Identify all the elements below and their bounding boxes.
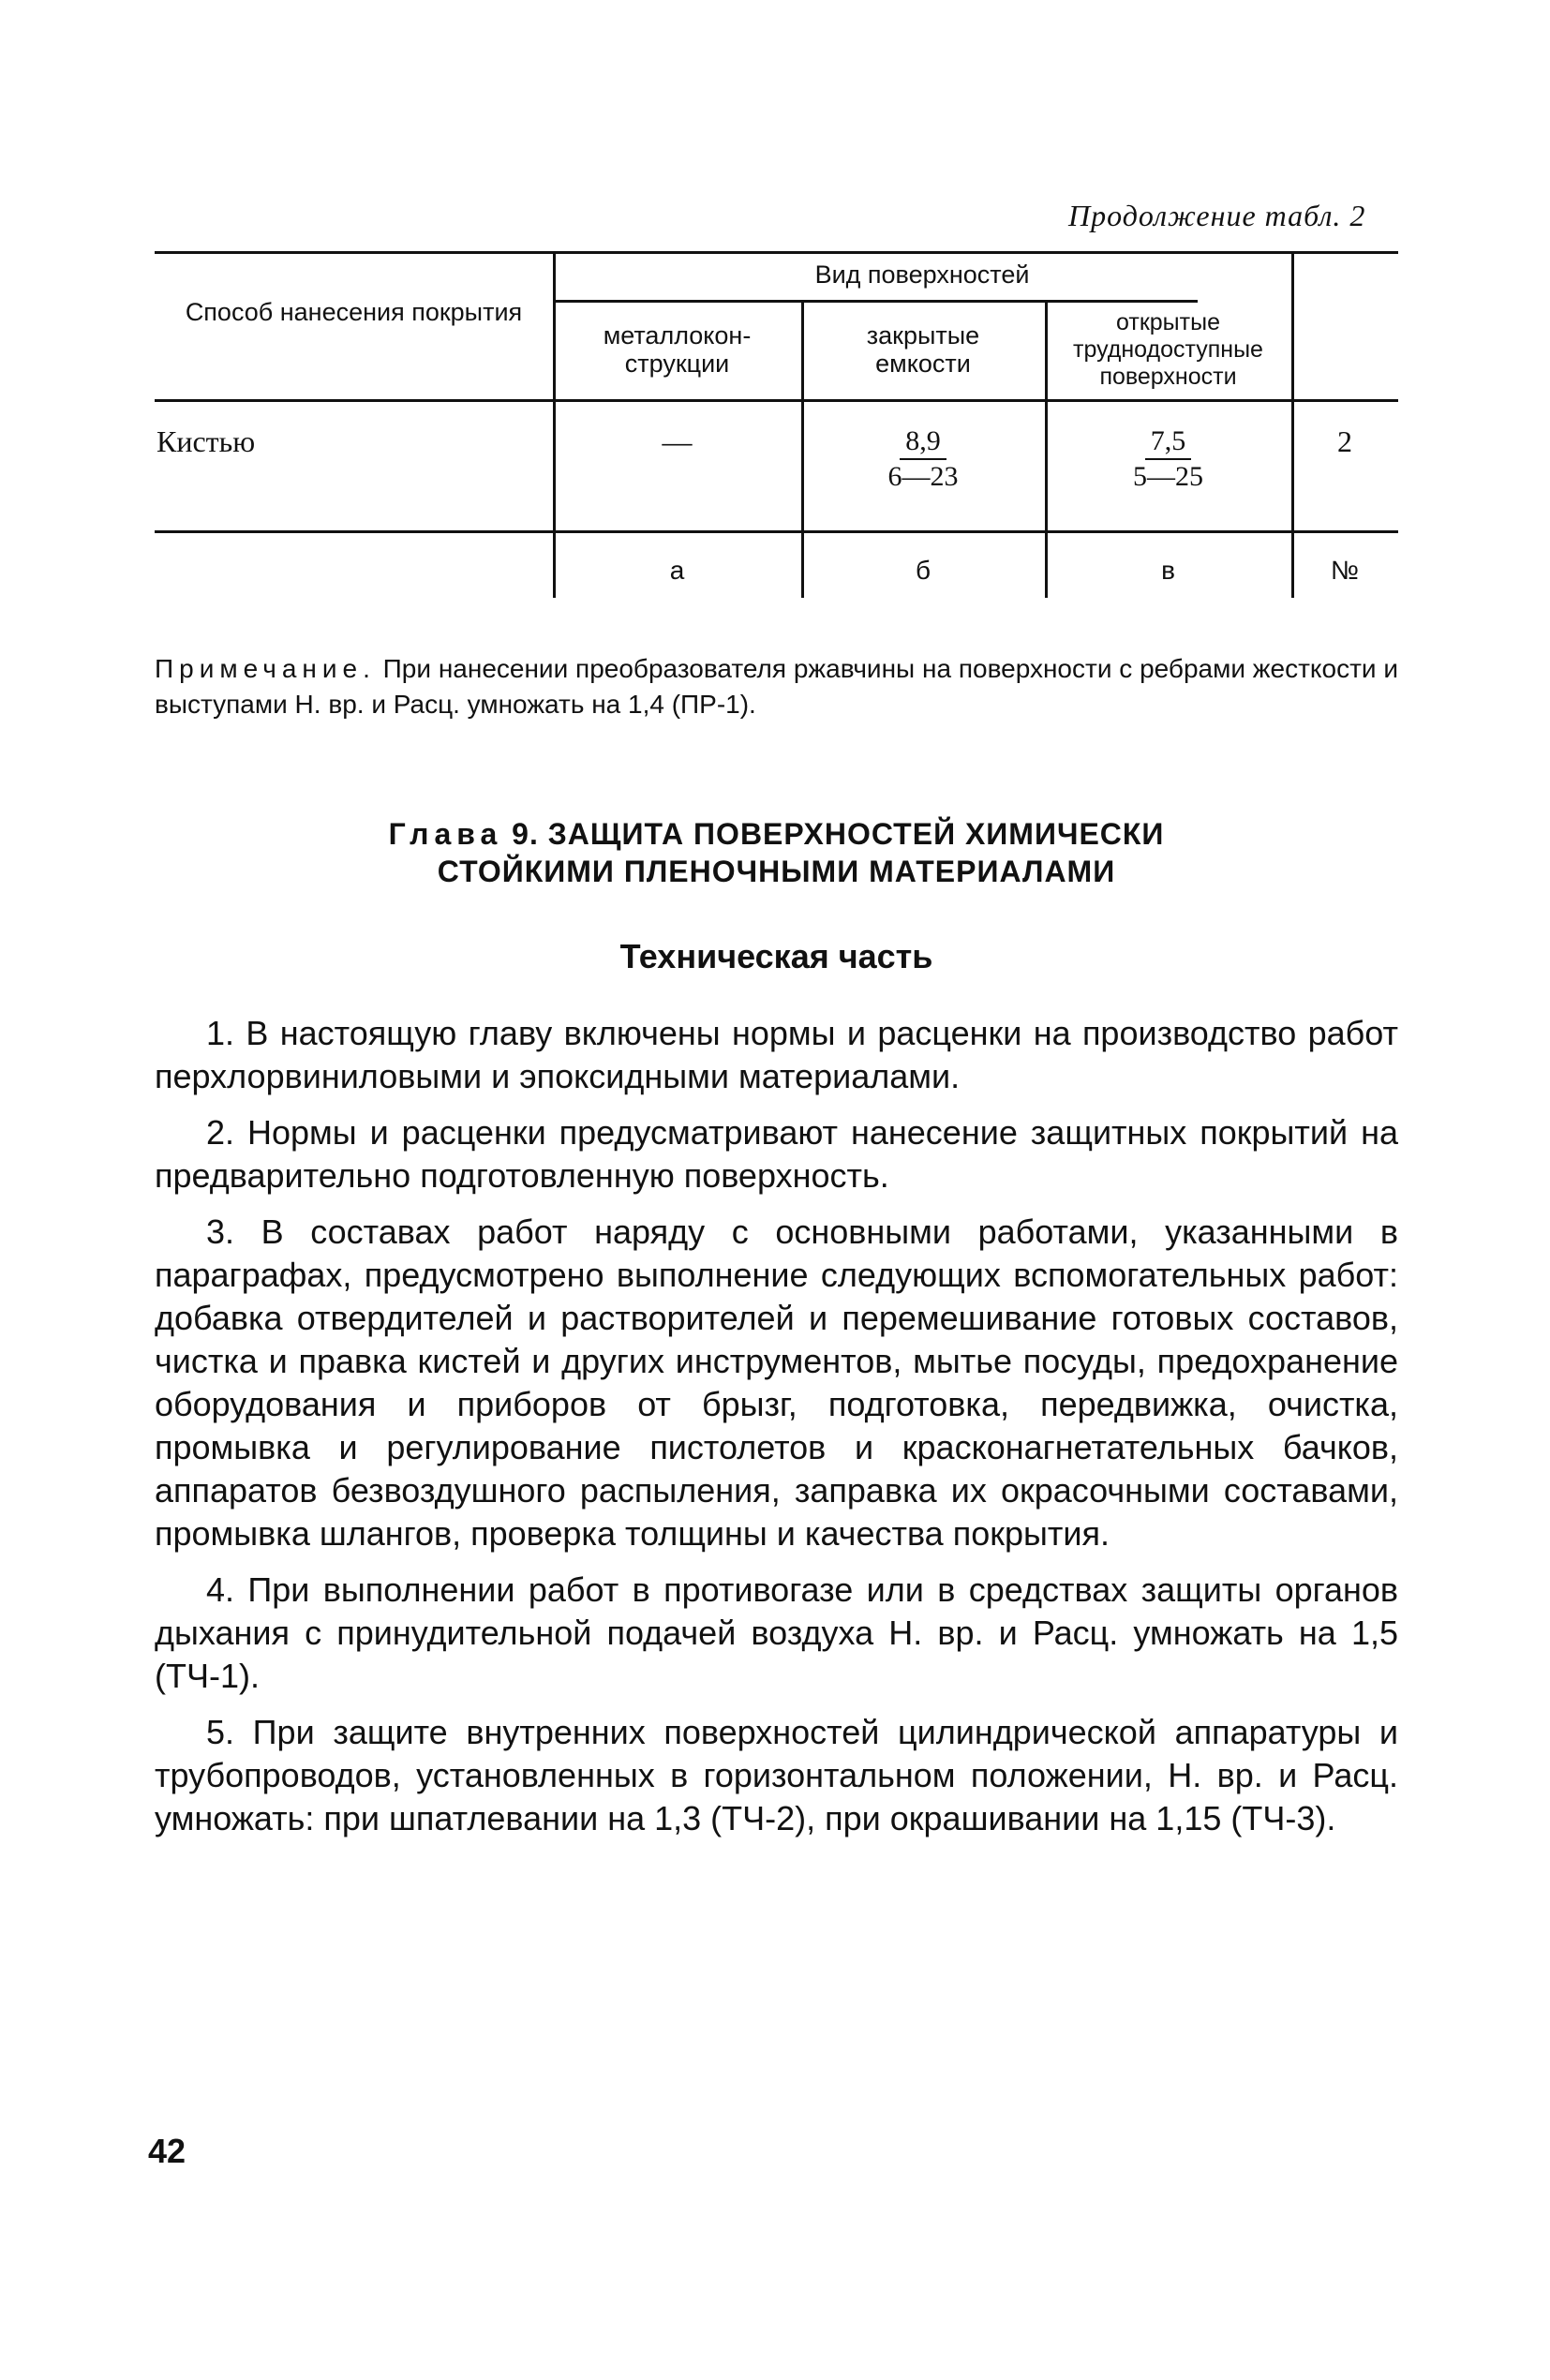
paragraph-3: 3. В составах работ наряду с основными работами, указанными в параграфах, предусмотрено выполнение следующих вспомогательных работ: добавка отвердителей и растворителей и перемешивание готовых составов, чистка и правка кистей и других инструментов, мытье посуды, предохранение оборудования и приборов от брызг, подготовка, передвижка, очистка, промывка и регулирование пистолетов и красконагнетательных бачков, аппаратов безвоздушного распыления, заправка их окрасочными составами, промывка шлангов, проверка толщины и качества покрытия.	[155, 1212, 1398, 1553]
norms-table	[155, 251, 1398, 607]
table-top-rule	[155, 251, 1398, 254]
note-label: Примечание.	[155, 654, 376, 683]
table-note	[155, 651, 1398, 722]
chapter-title-line2: СТОЙКИМИ ПЛЕНОЧНЫМИ МАТЕРИАЛАМИ	[437, 855, 1116, 888]
row-col3-top: 7,5	[1145, 424, 1192, 460]
body-bottom-rule	[155, 530, 1398, 533]
footer-col1: а	[669, 556, 685, 585]
row-method: Кистью	[156, 424, 256, 458]
paragraph-4: 4. При выполнении работ в противогазе или в средствах защиты органов дыхания с принудительной подачей воздуха Н. вр. и Расц. умножать на 1,5 (ТЧ-1).	[155, 1570, 1398, 1695]
row-col3-fraction	[1045, 424, 1291, 494]
col-header-metal: металлокон- струкции	[603, 321, 752, 378]
paragraph-1: 1. В настоящую главу включены нормы и расценки на производство работ перхлорвиниловыми и эпоксидными материалами.	[155, 1014, 1398, 1095]
page-number: 42	[148, 2132, 186, 2170]
table-continuation-label: Продолжение табл. 2	[1068, 199, 1366, 232]
paragraph-5: 5. При защите внутренних поверхностей цилиндрической аппаратуры и трубопроводов, установленных в горизонтальном положении, Н. вр. и Расц. умножать: при шпатлевании на 1,3 (ТЧ-2), при окрашивании на 1,15 (ТЧ-3).	[155, 1713, 1398, 1837]
chapter-heading	[155, 815, 1398, 890]
row-col2-top: 8,9	[900, 424, 946, 460]
col-header-open: открытые труднодоступные поверхности	[1073, 309, 1263, 390]
footer-number: №	[1330, 556, 1360, 585]
row-col2-fraction	[801, 424, 1045, 494]
row-number: 2	[1337, 424, 1352, 458]
chapter-title-line1: 9. ЗАЩИТА ПОВЕРХНОСТЕЙ ХИМИЧЕСКИ	[502, 817, 1165, 851]
method-header: Способ нанесения покрытия	[185, 298, 523, 326]
col-header-closed: закрытые емкости	[866, 321, 980, 378]
footer-col2: б	[915, 556, 931, 585]
chapter-prefix: Глава	[388, 817, 503, 851]
section-title: Техническая часть	[619, 937, 933, 975]
row-col2-bottom: 6—23	[887, 461, 959, 492]
group-header-rule	[553, 300, 1198, 303]
paragraph-2: 2. Нормы и расценки предусматривают нанесение защитных покрытий на предварительно подготовленную поверхность.	[155, 1113, 1398, 1195]
row-col3-bottom: 5—25	[1133, 461, 1203, 492]
header-bottom-rule	[155, 399, 1398, 402]
technical-part-paragraphs	[155, 1012, 1398, 1853]
note-text: При нанесении преобразователя ржавчины на поверхности с ребрами жесткости и выступами Н. вр. и Расц. умножать на 1,4 (ПР-1).	[155, 654, 1398, 719]
footer-col3: в	[1161, 556, 1175, 585]
surface-group-header: Вид поверхностей	[814, 260, 1030, 289]
row-col1-value: —	[662, 424, 693, 458]
